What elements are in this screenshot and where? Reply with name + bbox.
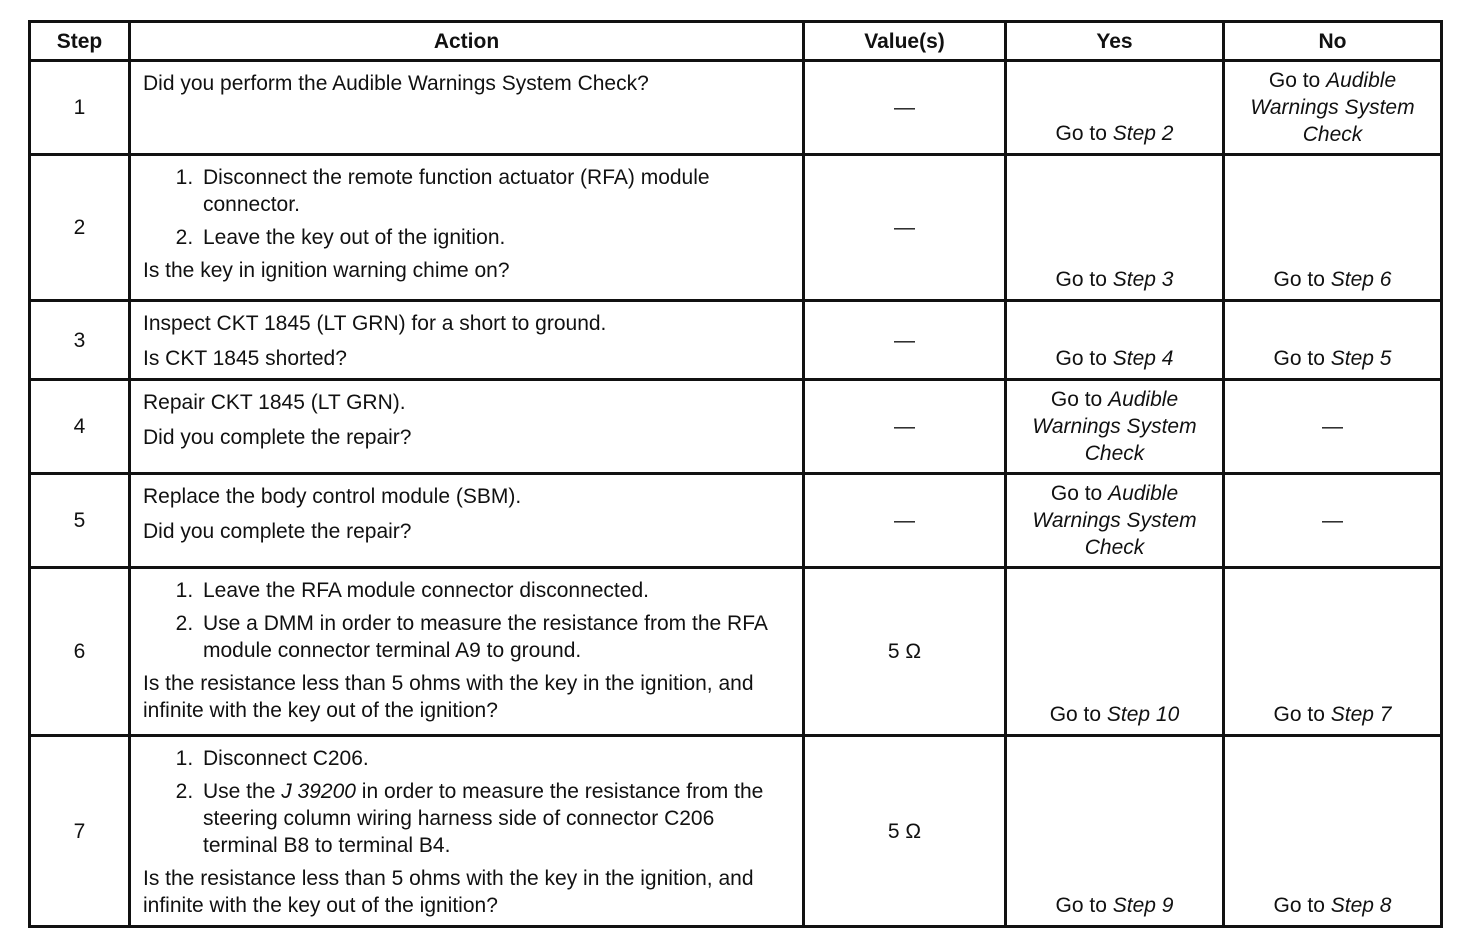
diagnostic-table [28,20,1443,928]
yes-step-link[interactable]: Step 3 [1112,268,1174,291]
header-yes: Yes [1006,22,1224,61]
step-number: 7 [30,736,130,927]
action-step-item: 1. Disconnect the remote function actuator (RFA) module connector. [199,164,792,218]
step-number: 4 [30,380,130,474]
yes-step-link[interactable]: Step 4 [1112,347,1174,370]
no-cell [1224,61,1442,155]
no-prefix: Go to [1273,894,1331,917]
action-cell [130,61,804,155]
no-step-link[interactable]: Step 6 [1330,268,1392,291]
action-step-item: 1. Disconnect C206. [199,745,792,772]
yes-prefix: Go to [1050,388,1109,411]
table-row-step-2 [30,155,1442,301]
step-number: 1 [30,61,130,155]
yes-prefix: Go to [1055,894,1113,917]
value-cell: — [804,61,1006,155]
action-step-item: 2. Use a DMM in order to measure the resistance from the RFA module connector terminal A9 to ground. [199,610,792,664]
action-steps-list [143,164,792,251]
value-cell: — [804,155,1006,301]
step-number: 5 [30,474,130,568]
header-values: Value(s) [804,22,1006,61]
header-no: No [1224,22,1442,61]
step-number: 3 [30,301,130,380]
action-question: Is the resistance less than 5 ohms with the key in the ignition, and infinite with the key out of the ignition? [143,672,754,722]
no-cell [1224,301,1442,380]
action-instruction: Inspect CKT 1845 (LT GRN) for a short to ground. [143,312,607,335]
no-procedure-link[interactable]: Audible Warnings System Check [1250,69,1415,146]
header-step: Step [30,22,130,61]
item-text-post: in order to measure the resistance from the steering column wiring harness side of connector C206 terminal B8 to terminal B4. [203,780,764,857]
table-row-step-4 [30,380,1442,474]
step-number: 6 [30,568,130,736]
no-prefix: Go to [1273,347,1331,370]
yes-cell [1006,380,1224,474]
value-cell: — [804,474,1006,568]
step-number: 2 [30,155,130,301]
no-prefix: Go to [1268,69,1327,92]
yes-step-link[interactable]: Step 10 [1106,703,1180,726]
yes-procedure-link[interactable]: Audible Warnings System Check [1032,388,1197,465]
action-question: Did you complete the repair? [143,520,412,543]
yes-prefix: Go to [1050,482,1109,505]
diagnostic-table-sheet [28,20,1440,928]
action-step-item: 2. Leave the key out of the ignition. [199,224,792,251]
action-steps-list [143,745,792,859]
yes-prefix: Go to [1049,703,1107,726]
action-question: Is CKT 1845 shorted? [143,347,347,370]
table-row-step-1 [30,61,1442,155]
no-cell [1224,155,1442,301]
table-row-step-6 [30,568,1442,736]
header-action: Action [130,22,804,61]
action-question: Did you complete the repair? [143,426,412,449]
yes-cell [1006,301,1224,380]
yes-cell [1006,155,1224,301]
yes-cell [1006,474,1224,568]
table-row-step-7 [30,736,1442,927]
action-instruction: Repair CKT 1845 (LT GRN). [143,391,406,414]
no-step-link[interactable]: Step 7 [1330,703,1392,726]
action-instruction: Replace the body control module (SBM). [143,485,522,508]
action-cell [130,155,804,301]
value-cell: — [804,301,1006,380]
value-cell: 5 Ω [804,568,1006,736]
action-step-item [199,778,792,859]
table-row-step-3 [30,301,1442,380]
no-cell [1224,736,1442,927]
yes-cell [1006,568,1224,736]
no-step-link[interactable]: Step 8 [1330,894,1392,917]
tool-reference-link[interactable]: J 39200 [281,780,356,803]
yes-procedure-link[interactable]: Audible Warnings System Check [1032,482,1197,559]
item-text-pre: Use the [203,780,282,803]
no-cell [1224,568,1442,736]
action-question: Is the resistance less than 5 ohms with the key in the ignition, and infinite with the key out of the ignition? [143,867,754,917]
yes-cell [1006,736,1224,927]
value-cell: 5 Ω [804,736,1006,927]
no-cell: — [1224,380,1442,474]
action-cell [130,380,804,474]
no-prefix: Go to [1273,703,1331,726]
no-cell: — [1224,474,1442,568]
no-step-link[interactable]: Step 5 [1330,347,1392,370]
yes-cell [1006,61,1224,155]
action-cell [130,736,804,927]
header-row [30,22,1442,61]
yes-step-link[interactable]: Step 2 [1112,122,1174,145]
action-question: Is the key in ignition warning chime on? [143,259,510,282]
yes-step-link[interactable]: Step 9 [1112,894,1174,917]
value-cell: — [804,380,1006,474]
yes-prefix: Go to [1055,122,1113,145]
action-cell [130,474,804,568]
action-cell [130,568,804,736]
action-question: Did you perform the Audible Warnings System Check? [143,72,649,95]
yes-prefix: Go to [1055,347,1113,370]
yes-prefix: Go to [1055,268,1113,291]
action-cell [130,301,804,380]
action-steps-list [143,577,792,664]
no-prefix: Go to [1273,268,1331,291]
action-step-item: 1. Leave the RFA module connector disconnected. [199,577,792,604]
table-row-step-5 [30,474,1442,568]
